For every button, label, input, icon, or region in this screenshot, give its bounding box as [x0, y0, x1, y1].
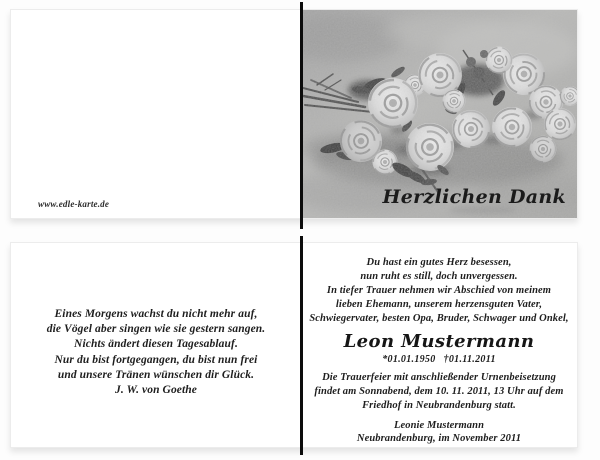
signature-block	[301, 419, 577, 445]
obituary-verse-line: Du hast ein gutes Herz besessen,	[366, 257, 512, 268]
poem-author: J. W. von Goethe	[115, 384, 197, 397]
inner-right-page	[301, 243, 577, 447]
poem-line: Nur du bist fortgegangen, du bist nun frei	[54, 353, 258, 366]
obituary-verse-line: lieben Ehemann, unserem herzensguten Vater,	[335, 299, 543, 310]
outer-card-spread	[10, 9, 578, 219]
birth-date: *01.01.1950	[382, 354, 436, 365]
obituary-verse-block	[301, 256, 577, 326]
obituary-verse-line: In tiefer Trauer nehmen wir Abschied von meinem	[326, 285, 552, 296]
poem-line: und unsere Tränen wünschen dir Glück.	[57, 368, 255, 381]
outer-fold-line	[300, 2, 303, 229]
funeral-info-block	[301, 371, 577, 413]
card-back-page	[11, 10, 301, 218]
obituary-verse-line: Schwiegervater, besten Opa, Bruder, Schwager und Onkel,	[309, 313, 569, 324]
life-dates	[301, 353, 577, 366]
death-date: †01.11.2011	[443, 354, 496, 365]
deceased-name: Leon Mustermann	[343, 331, 535, 352]
obituary-verse-line: nun ruht es still, doch unvergessen.	[360, 271, 518, 282]
funeral-info-line: Friedhof in Neubrandenburg statt.	[362, 400, 516, 411]
poem-line: die Vögel aber singen wie sie gestern sangen.	[46, 323, 266, 336]
poem-line: Eines Morgens wachst du nicht mehr auf,	[54, 308, 258, 320]
inner-left-page	[11, 243, 301, 447]
funeral-info-line: Die Trauerfeier mit anschließender Urnenbeisetzung	[322, 372, 556, 383]
inner-card-spread	[10, 242, 578, 448]
place-and-date: Neubrandenburg, im November 2011	[356, 433, 522, 444]
inner-fold-line	[300, 236, 303, 455]
front-cover-title: Herzlichen Dank	[382, 186, 566, 208]
card-front-page	[303, 10, 577, 218]
mourner-name: Leonie Mustermann	[393, 420, 485, 431]
poem-line: Nichts ändert diesen Tagesablauf.	[74, 338, 238, 351]
publisher-website-text: www.edle-karte.de	[38, 199, 110, 209]
funeral-info-line: findet am Sonnabend, dem 10. 11. 2011, 13 Uhr auf dem	[314, 386, 564, 397]
poem-block	[11, 243, 301, 398]
